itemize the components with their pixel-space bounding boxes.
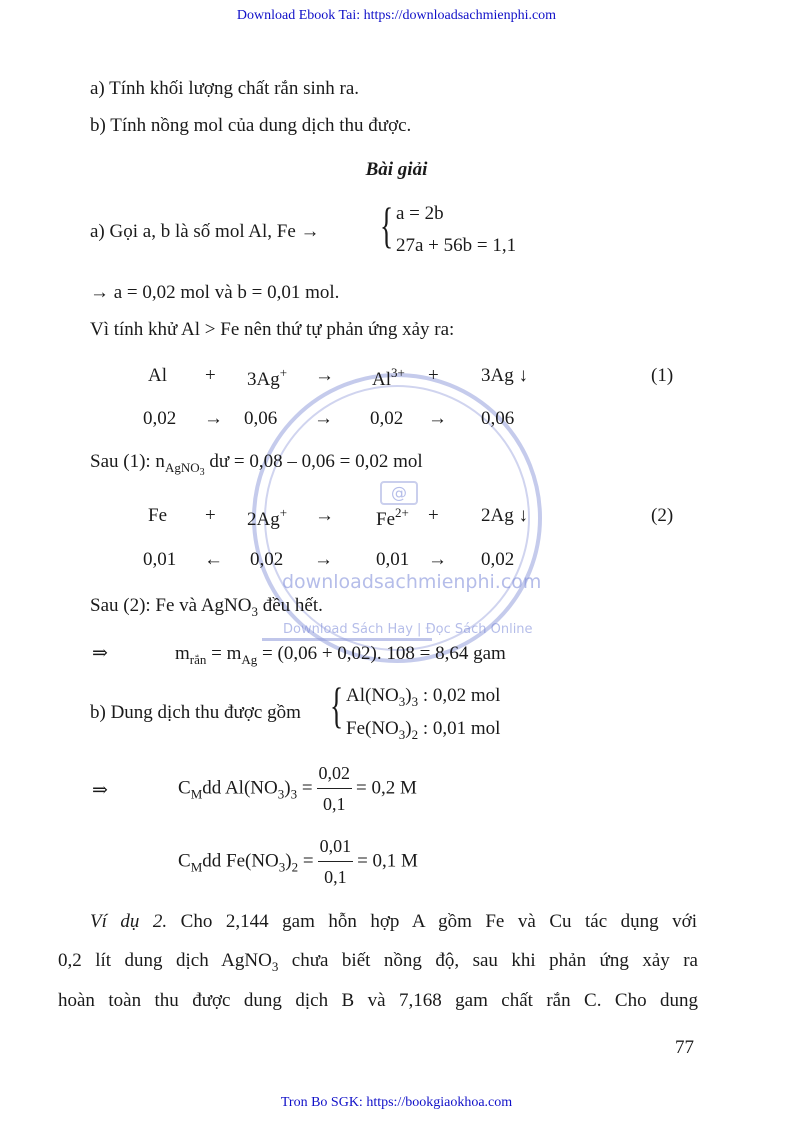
page-number: 77 xyxy=(675,1037,694,1058)
solution-title: Bài giải xyxy=(365,159,428,180)
watermark-site: downloadsachmienphi.com xyxy=(282,571,542,593)
solution-component-2: $Fe(NO_3)_2$ : 0,01 mol xyxy=(346,718,501,742)
plus: + xyxy=(205,505,216,526)
after-reaction-1: Sau (1): $n_{AgNO3}$ dư = 0,08 – 0,06 = 0,02 mol xyxy=(90,451,423,478)
footer-link[interactable]: Tron Bo SGK: https://bookgiaokhoa.com xyxy=(280,1095,513,1110)
after-reaction-2: Sau (2): Fe và AgNO$_3$ đều hết. xyxy=(90,595,323,619)
mole-value: 0,02 xyxy=(481,549,515,570)
mole-value: 0,06 xyxy=(244,408,278,429)
implies-symbol: ⇒ xyxy=(92,643,108,664)
question-a: a) Tính khối lượng chất rắn sinh ra. xyxy=(90,78,360,99)
system-eq-1: a = 2b xyxy=(396,203,444,224)
concentration-fe: $C_Mdd$ $Fe(NO_3)_2$ = $\frac{0,01}{0,1}$ = 0,1 M xyxy=(178,836,418,887)
part-b-intro: b) Dung dịch thu được gồm xyxy=(90,702,301,723)
paragraph-line: 0,2 lít dung dịch AgNO$_3$ chưa biết nồng độ, sau khi phản ứng xảy ra xyxy=(58,950,698,974)
product: 3Ag ↓ xyxy=(481,365,528,386)
reaction-order: Vì tính khử Al > Fe nên thứ tự phản ứng xảy ra: xyxy=(90,319,455,340)
plus: + xyxy=(205,365,216,386)
arrow: → xyxy=(315,365,334,386)
arrow: → xyxy=(428,549,447,570)
product: 2Ag ↓ xyxy=(481,505,528,526)
mole-value: 0,01 xyxy=(376,549,410,570)
system-brace: { xyxy=(330,677,344,733)
plus: + xyxy=(428,505,439,526)
plus: + xyxy=(428,365,439,386)
question-b: b) Tính nồng mol của dung dịch thu được. xyxy=(90,115,412,136)
mole-value: 0,06 xyxy=(481,408,515,429)
reactant: Al xyxy=(148,365,167,386)
watermark-tagline: Download Sách Hay | Đọc Sách Online xyxy=(283,622,533,637)
mole-value: 0,02 xyxy=(143,408,177,429)
part-a-intro: a) Gọi a, b là số mol Al, Fe → xyxy=(90,221,320,242)
mole-value: 0,02 xyxy=(250,549,284,570)
mole-value: 0,02 xyxy=(370,408,404,429)
watermark-bar xyxy=(262,638,432,641)
product: $Al^{3+}$ xyxy=(372,365,405,390)
arrow: ← xyxy=(204,549,223,570)
arrow: → xyxy=(204,408,223,429)
paragraph-line: Ví dụ 2. Cho 2,144 gam hỗn hợp A gồm Fe và Cu tác dụng với xyxy=(90,911,697,932)
watermark-book-icon: @ xyxy=(380,481,418,505)
reactant: 3Ag+ xyxy=(247,365,288,390)
part-a-result: → a = 0,02 mol và b = 0,01 mol. xyxy=(90,282,340,303)
equation-label: (2) xyxy=(651,505,674,526)
system-eq-2: 27a + 56b = 1,1 xyxy=(396,235,517,256)
solution-component-1: $Al(NO_3)_3$ : 0,02 mol xyxy=(346,685,501,709)
concentration-al: $C_Mdd$ $Al(NO_3)_3$ = $\frac{0,02}{0,1}$ = 0,2 M xyxy=(178,763,417,814)
arrow: → xyxy=(314,549,333,570)
arrow: → xyxy=(315,505,334,526)
header-download-link[interactable]: Download Ebook Tai: https://downloadsachmienphi.com xyxy=(236,8,557,23)
reactant: Fe xyxy=(148,505,167,526)
paragraph-line: hoàn toàn thu được dung dịch B và 7,168 gam chất rắn C. Cho dung xyxy=(58,990,698,1011)
equation-label: (1) xyxy=(651,365,674,386)
mole-value: 0,01 xyxy=(143,549,177,570)
system-brace: { xyxy=(380,197,394,253)
arrow: → xyxy=(314,408,333,429)
implies-symbol: ⇒ xyxy=(92,780,108,801)
product: $Fe^{2+}$ xyxy=(376,505,409,530)
arrow: → xyxy=(428,408,447,429)
solid-mass-equation: $m_{rắn} = m_{Ag} = (0,06 + 0,02)$. 108 = 8,64 gam xyxy=(175,643,506,667)
reactant: 2Ag+ xyxy=(247,505,288,530)
